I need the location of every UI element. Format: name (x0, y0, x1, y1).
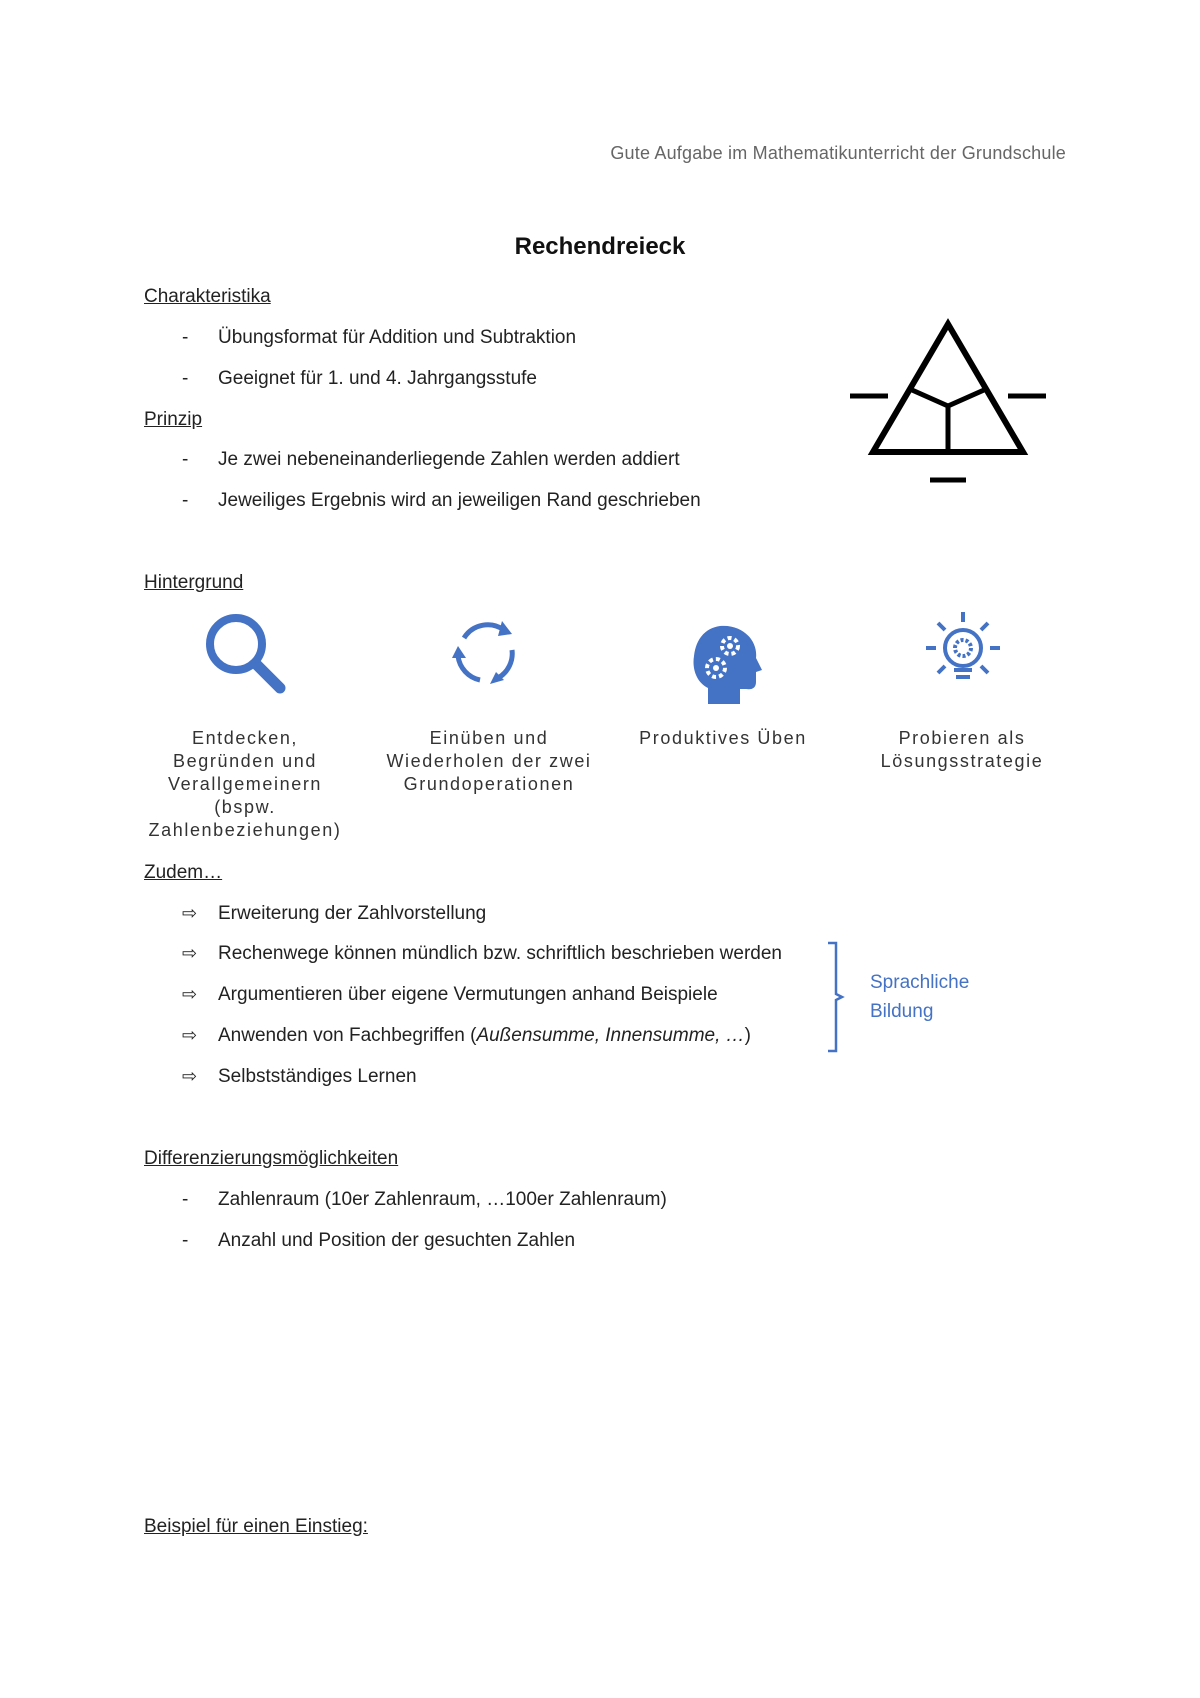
arrow-marker-icon: ⇨ (182, 984, 198, 1004)
brace-label-line: Sprachliche (870, 972, 970, 993)
arrow-marker-icon: ⇨ (182, 903, 198, 923)
icon-caption (135, 727, 355, 842)
lightbulb-icon (918, 604, 1008, 694)
list-item-text: Geeignet für 1. und 4. Jahrgangsstufe (218, 368, 537, 389)
list-item (182, 449, 680, 471)
section-heading-charakteristika: Charakteristika (144, 286, 271, 307)
dash-marker: - (182, 449, 189, 470)
arrow-marker-icon: ⇨ (182, 1025, 198, 1045)
magnifier-icon (200, 608, 290, 698)
bracket-icon (826, 940, 846, 1054)
list-item (182, 1189, 667, 1211)
caption-line: Lösungsstrategie (880, 751, 1044, 771)
brace-label-line: Bildung (870, 1001, 934, 1022)
section-heading-zudem: Zudem… (144, 862, 223, 883)
head-gears-icon (682, 622, 772, 712)
rechendreieck-triangle-icon (848, 318, 1048, 488)
dash-marker: - (182, 1230, 189, 1251)
caption-line: Wiederholen der zwei (386, 751, 592, 771)
arrow-marker-icon: ⇨ (182, 1066, 198, 1086)
section-heading-differenzierung: Differenzierungsmöglichkeiten (144, 1148, 399, 1169)
list-item-text: Je zwei nebeneinanderliegende Zahlen werden addiert (218, 449, 680, 470)
list-item (182, 1066, 417, 1088)
refresh-cycle-icon (440, 608, 530, 698)
list-item-text: Selbstständiges Lernen (218, 1066, 417, 1087)
list-item (182, 1230, 576, 1252)
icon-caption (374, 727, 604, 796)
section-heading-prinzip: Prinzip (144, 409, 203, 430)
list-item-text: Argumentieren über eigene Vermutungen anhand Beispiele (218, 984, 718, 1005)
caption-line: Begründen und (173, 751, 317, 771)
caption-line: Verallgemeinern (167, 774, 323, 794)
list-item (182, 984, 718, 1006)
list-item (182, 327, 577, 349)
list-item (182, 943, 782, 965)
list-item (182, 490, 701, 512)
caption-line: Einüben und (429, 728, 549, 748)
list-item-text: Jeweiliges Ergebnis wird an jeweiligen Rand geschrieben (218, 490, 701, 511)
list-item (182, 368, 537, 390)
sprachliche-bildung-label (870, 968, 969, 1026)
list-item-text: Erweiterung der Zahlvorstellung (218, 903, 487, 924)
section-heading-hintergrund: Hintergrund (144, 572, 244, 593)
fach-suffix: ) (744, 1025, 751, 1046)
arrow-marker-icon: ⇨ (182, 943, 198, 963)
caption-line: Produktives Üben (639, 728, 807, 748)
dash-marker: - (182, 368, 189, 389)
list-item-text: Zahlenraum (10er Zahlenraum, …100er Zahlenraum) (218, 1189, 667, 1210)
caption-line: Entdecken, (191, 728, 299, 748)
caption-line: Probieren als (898, 728, 1026, 748)
list-item-text: Übungsformat für Addition und Subtraktion (218, 327, 577, 348)
list-item-text: Anzahl und Position der gesuchten Zahlen (218, 1230, 576, 1251)
fach-italic: Außensumme, Innensumme, … (476, 1025, 745, 1046)
list-item-text (218, 1025, 751, 1047)
page-title: Rechendreieck (514, 233, 686, 260)
dash-marker: - (182, 327, 189, 348)
list-item (182, 1025, 751, 1047)
list-item (182, 903, 487, 925)
dash-marker: - (182, 1189, 189, 1210)
page-header: Gute Aufgabe im Mathematikunterricht der Grundschule (610, 143, 1066, 163)
caption-line: Zahlenbeziehungen) (148, 820, 342, 840)
fach-prefix: Anwenden von Fachbegriffen ( (218, 1025, 477, 1046)
icon-caption (852, 727, 1072, 773)
caption-line: (bspw. (214, 797, 276, 817)
caption-line: Grundoperationen (403, 774, 575, 794)
list-item-text: Rechenwege können mündlich bzw. schriftlich beschrieben werden (218, 943, 782, 964)
dash-marker: - (182, 490, 189, 511)
section-heading-beispiel: Beispiel für einen Einstieg: (144, 1516, 368, 1537)
icon-caption (613, 727, 833, 750)
